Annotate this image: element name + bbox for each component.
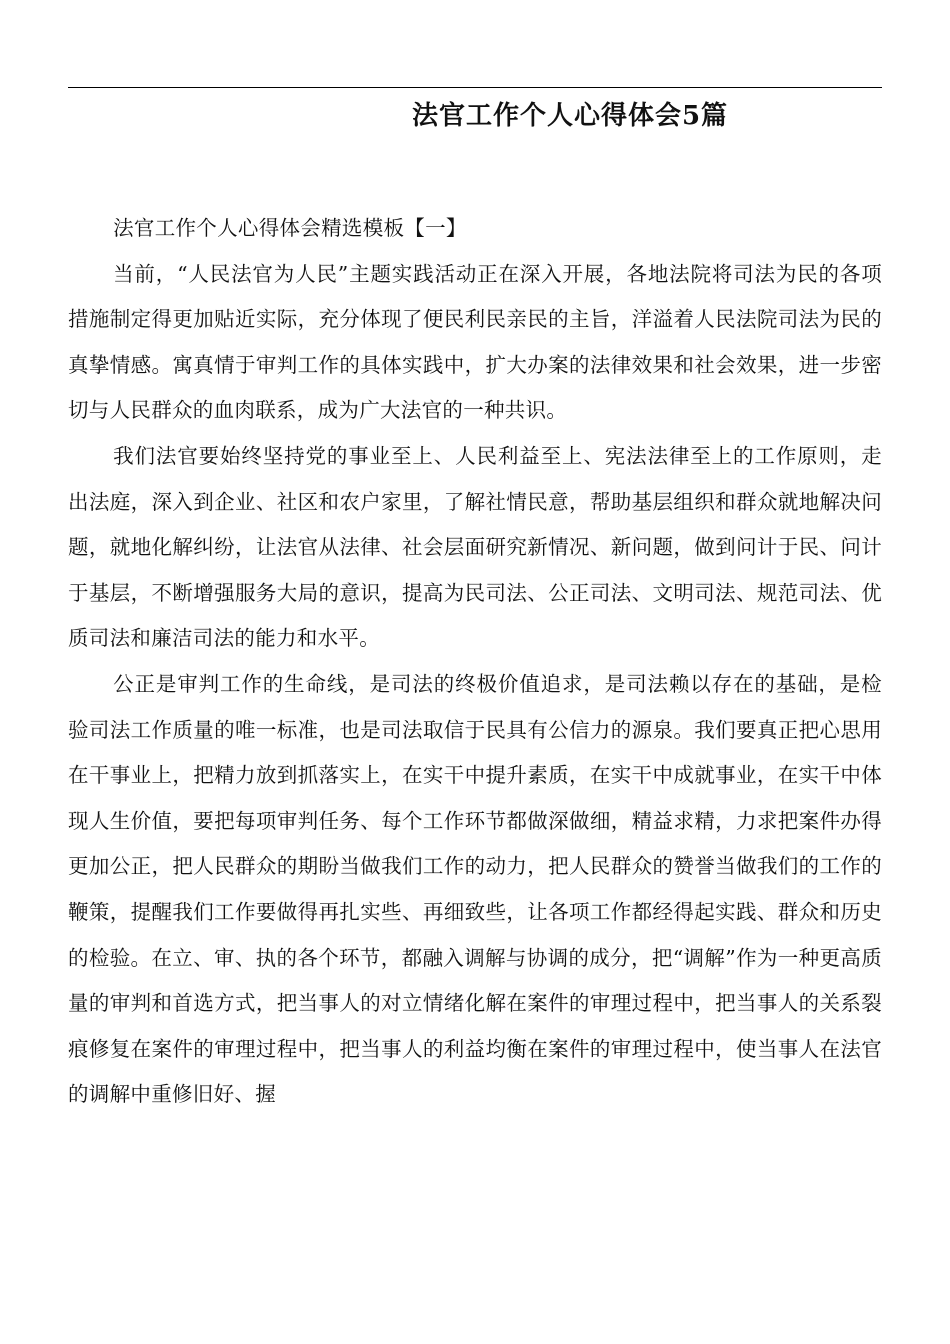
paragraph-3: 公正是审判工作的生命线，是司法的终极价值追求，是司法赖以存在的基础，是检验司法工作质量的唯一标准，也是司法取信于民具有公信力的源泉。我们要真正把心思用在干事业上，把精力放到抓落实上，在实干中提升素质，在实干中成就事业，在实干中体现人生价值，要把每项审判任务、每个工作环节都做深做细，精益求精，力求把案件办得更加公正，把人民群众的期盼当做我们工作的动力，把人民群众的赞誉当做我们的工作的鞭策，提醒我们工作要做得再扎实些、再细致些，让各项工作都经得起实践、群众和历史的检验。在立、审、执的各个环节，都融入调解与协调的成分，把“调解”作为一种更高质量的审判和首选方式，把当事人的对立情绪化解在案件的审理过程中，把当事人的关系裂痕修复在案件的审理过程中，把当事人的利益均衡在案件的审理过程中，使当事人在法官的调解中重修旧好、握 — [68, 671, 882, 1107]
section-heading: 法官工作个人心得体会精选模板【一】 — [113, 216, 467, 240]
paragraph-1: 当前，“人民法官为人民”主题实践活动正在深入开展，各地法院将司法为民的各项措施制定得更加贴近实际，充分体现了便民利民亲民的主旨，洋溢着人民法院司法为民的真挚情感。寓真情于审判工作的具体实践中，扩大办案的法律效果和社会效果，进一步密切与人民群众的血肉联系，成为广大法官的一种共识。 — [68, 261, 882, 423]
document-body — [68, 206, 882, 1118]
header-rule — [68, 87, 882, 88]
paragraph-2: 我们法官要始终坚持党的事业至上、人民利益至上、宪法法律至上的工作原则，走出法庭，深入到企业、社区和农户家里，了解社情民意，帮助基层组织和群众就地解决问题，就地化解纠纷，让法官从法律、社会层面研究新情况、新问题，做到问计于民、问计于基层，不断增强服务大局的意识，提高为民司法、公正司法、文明司法、规范司法、优质司法和廉洁司法的能力和水平。 — [68, 443, 882, 651]
document-title: 法官工作个人心得体会5篇 — [411, 101, 729, 131]
